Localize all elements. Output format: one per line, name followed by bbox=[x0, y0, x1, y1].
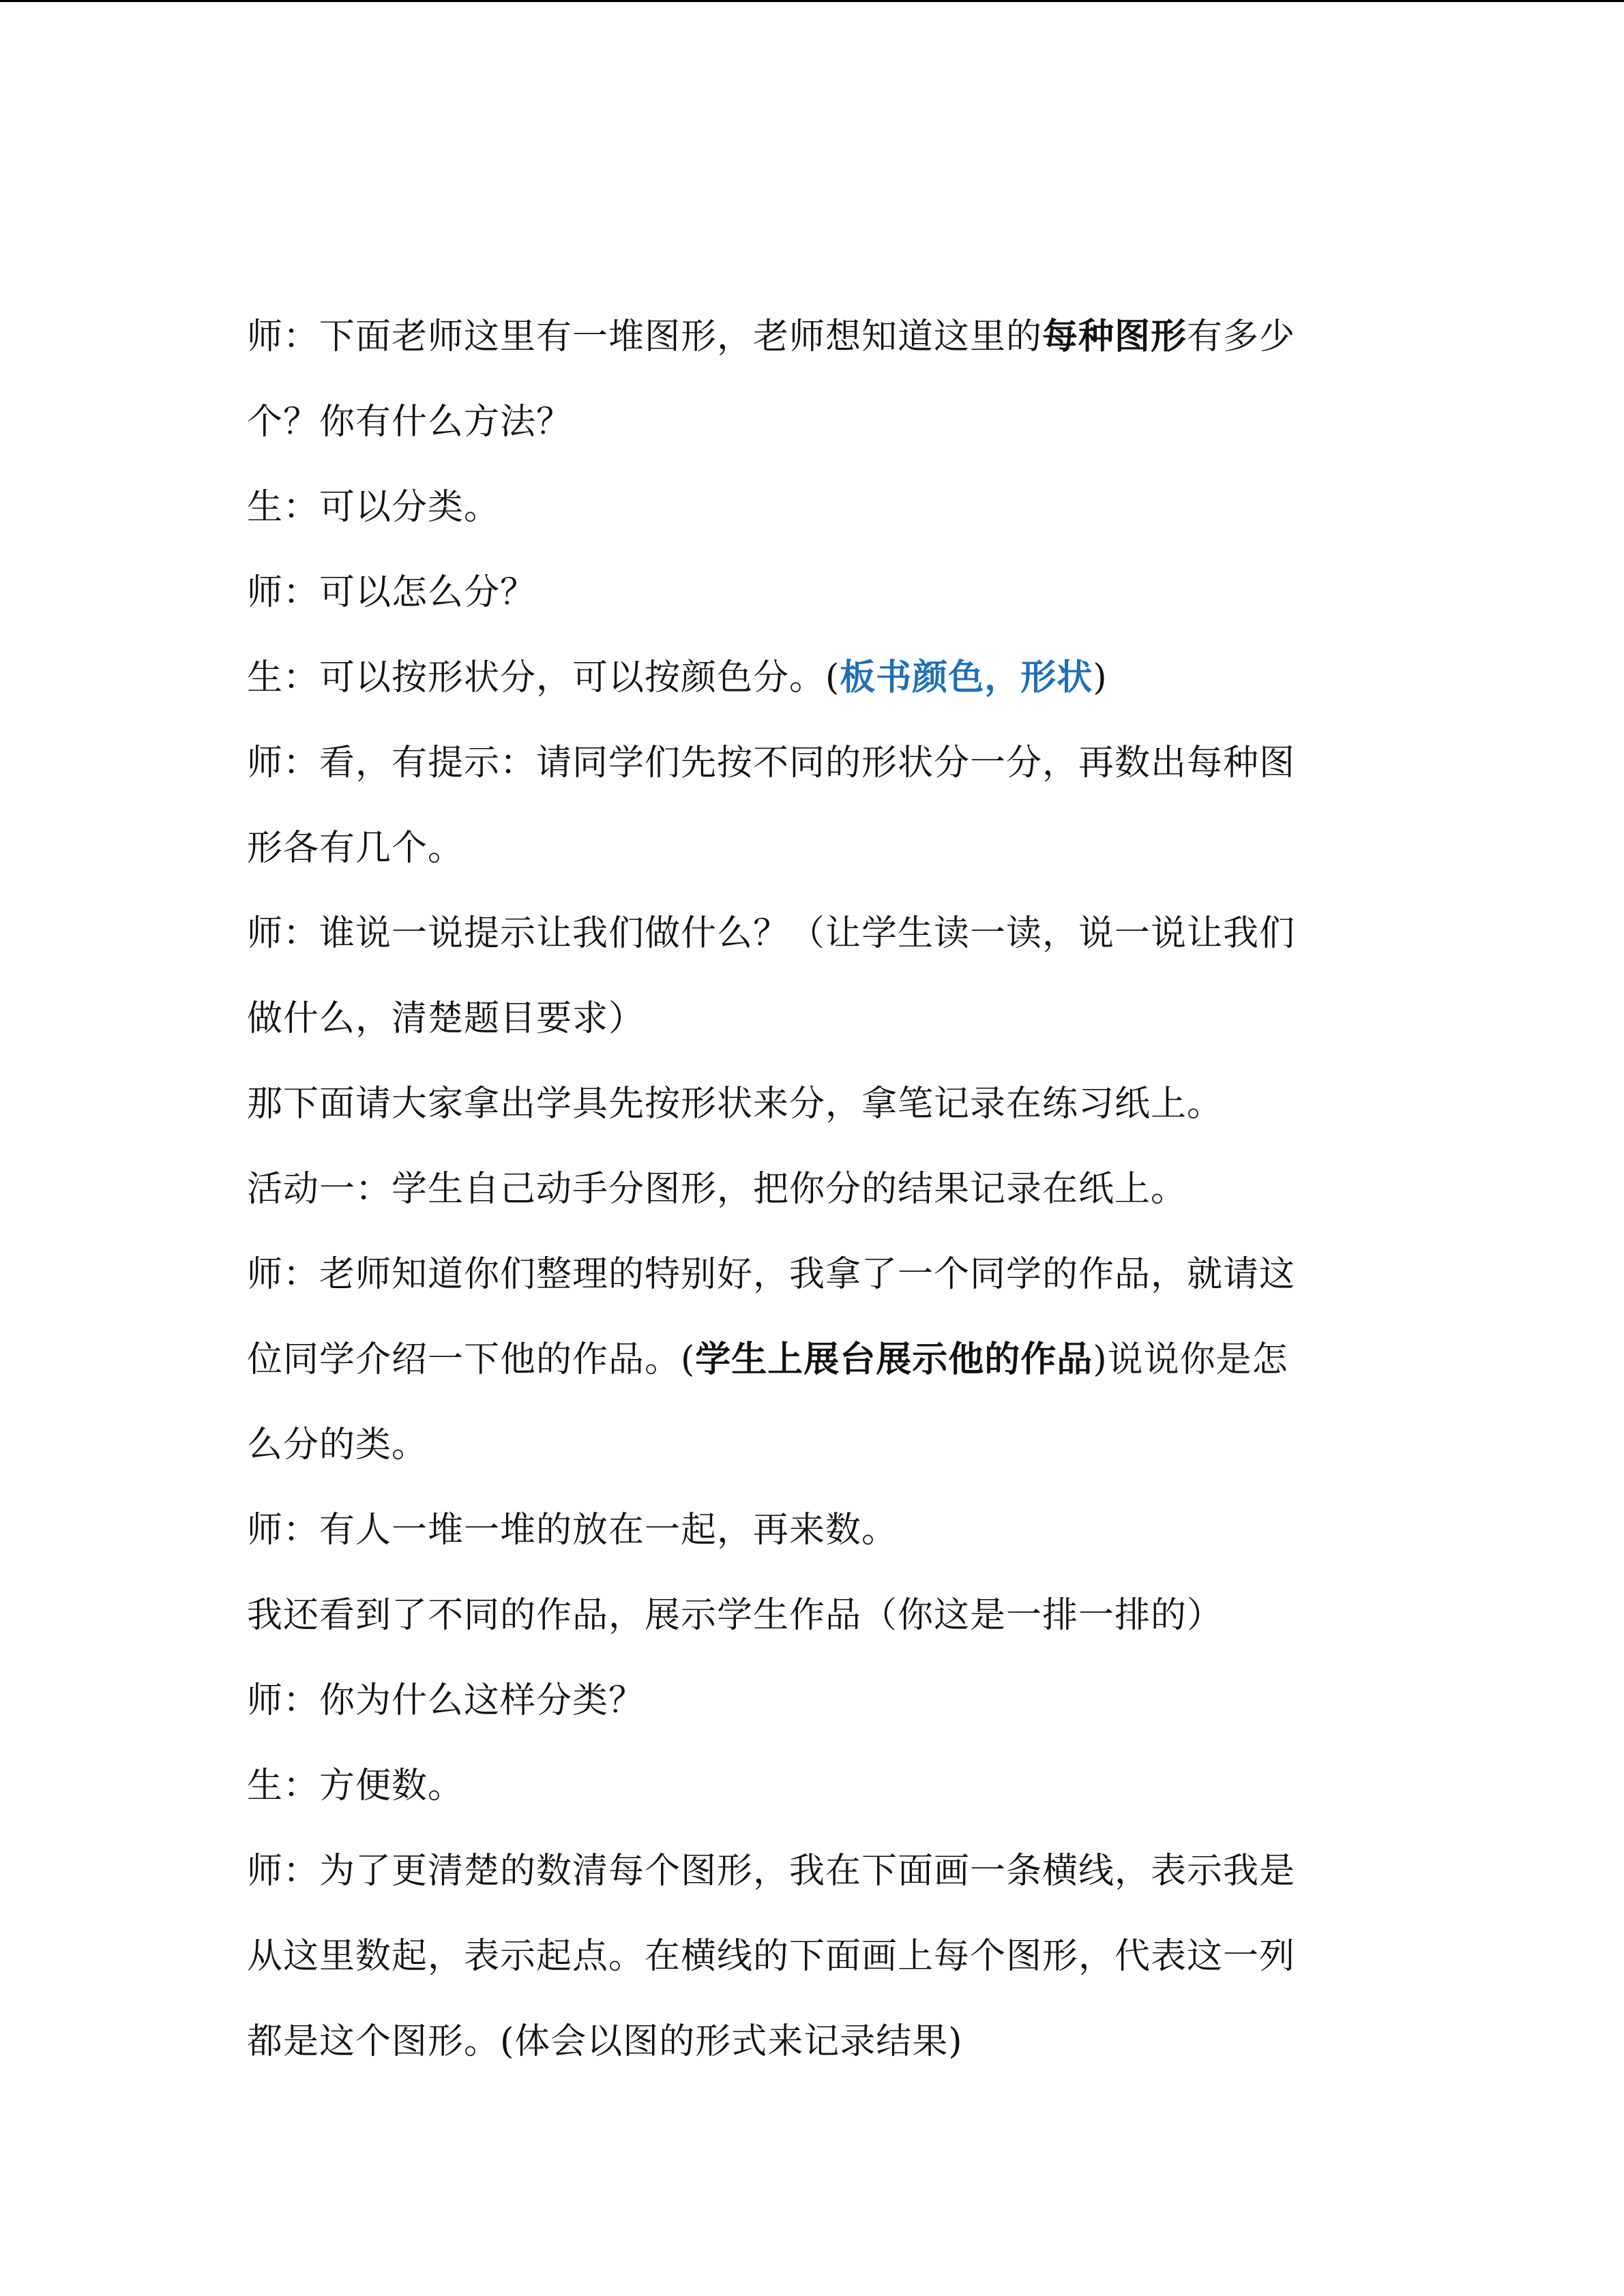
line-text: 师：老师知道你们整理的特别好，我拿了一个同学的作品，就请这 bbox=[247, 1254, 1296, 1295]
line-text: 师：看，有提示：请同学们先按不同的形状分一分，再数出每种图 bbox=[247, 743, 1296, 784]
line-text: 都是这个图形。(体会以图的形式来记录结果) bbox=[247, 2021, 963, 2062]
paragraph-line bbox=[247, 1999, 1393, 2085]
paragraph-line bbox=[247, 1317, 1393, 1403]
paragraph-line bbox=[247, 636, 1393, 721]
line-text: 师：有人一堆一堆的放在一起，再来数。 bbox=[247, 1510, 898, 1551]
line-text: 有多少 bbox=[1187, 316, 1296, 357]
paragraph-line bbox=[247, 976, 1393, 1062]
paragraph-line bbox=[247, 1147, 1393, 1232]
paragraph-line bbox=[247, 1488, 1393, 1573]
paragraph-line bbox=[247, 465, 1393, 550]
line-text: )说说你是怎 bbox=[1093, 1339, 1288, 1380]
line-text: 位同学介绍一下他的作品。( bbox=[247, 1339, 696, 1380]
document-body bbox=[247, 295, 1393, 2085]
emphasis-text: 学生上展台展示他的作品 bbox=[695, 1339, 1093, 1380]
line-text: 个？你有什么方法？ bbox=[247, 402, 573, 443]
emphasis-text: 每种图形 bbox=[1042, 316, 1187, 357]
line-text: ) bbox=[1093, 657, 1108, 698]
paragraph-line bbox=[247, 1744, 1393, 1829]
paragraph-line bbox=[247, 380, 1393, 465]
paragraph-line bbox=[247, 550, 1393, 636]
paragraph-line bbox=[247, 1658, 1393, 1744]
line-text: 生：可以按形状分，可以按颜色分。( bbox=[247, 657, 840, 698]
paragraph-line bbox=[247, 806, 1393, 891]
line-text: 师：为了更清楚的数清每个图形，我在下面画一条横线，表示我是 bbox=[247, 1851, 1296, 1892]
paragraph-line bbox=[247, 1829, 1393, 1914]
paragraph-line bbox=[247, 1914, 1393, 1999]
line-text: 那下面请大家拿出学具先按形状来分，拿笔记录在练习纸上。 bbox=[247, 1084, 1224, 1124]
line-text: 生：可以分类。 bbox=[247, 487, 501, 528]
paragraph-line bbox=[247, 1232, 1393, 1317]
paragraph-line bbox=[247, 1403, 1393, 1488]
paragraph-line bbox=[247, 295, 1393, 380]
line-text: 做什么，清楚题目要求） bbox=[247, 998, 645, 1039]
line-text: 师：下面老师这里有一堆图形，老师想知道这里的 bbox=[247, 316, 1043, 357]
line-text: 么分的类。 bbox=[247, 1425, 428, 1465]
line-text: 我还看到了不同的作品，展示学生作品（你这是一排一排的） bbox=[247, 1595, 1224, 1636]
line-text: 形各有几个。 bbox=[247, 828, 464, 869]
paragraph-line bbox=[247, 891, 1393, 976]
line-text: 师：你为什么这样分类？ bbox=[247, 1680, 645, 1721]
paragraph-line bbox=[247, 1062, 1393, 1147]
line-text: 师：谁说一说提示让我们做什么？（让学生读一读，说一说让我们 bbox=[247, 913, 1296, 954]
paragraph-line bbox=[247, 721, 1393, 806]
line-text: 生：方便数。 bbox=[247, 1765, 464, 1806]
line-text: 师：可以怎么分？ bbox=[247, 572, 537, 613]
line-text: 活动一：学生自己动手分图形，把你分的结果记录在纸上。 bbox=[247, 1169, 1187, 1210]
line-text: 从这里数起，表示起点。在横线的下面画上每个图形，代表这一列 bbox=[247, 1936, 1296, 1977]
paragraph-line bbox=[247, 1573, 1393, 1658]
top-border-rule bbox=[0, 0, 1624, 2]
blackboard-note-text: 板书颜色，形状 bbox=[840, 657, 1093, 698]
